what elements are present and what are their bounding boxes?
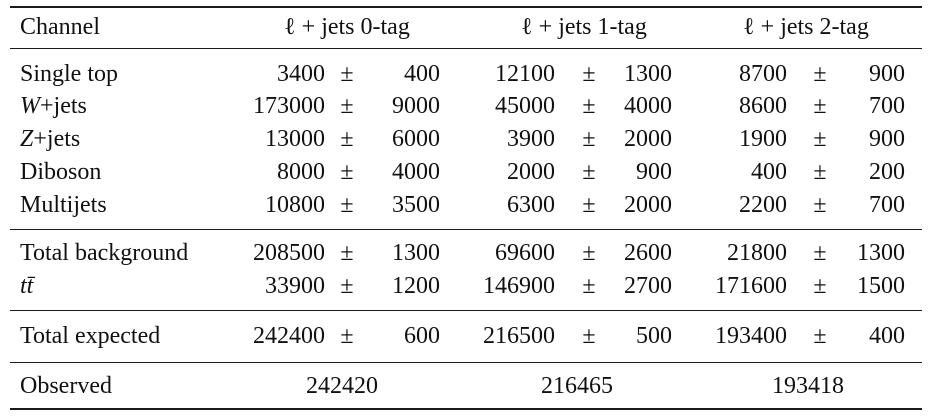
error-2tag: 900 xyxy=(869,126,905,152)
observed-0tag: 242420 xyxy=(306,373,378,399)
error-0tag: 3500 xyxy=(392,192,440,218)
value-2tag: 400 xyxy=(751,159,787,185)
error-1tag: 1300 xyxy=(624,61,672,87)
row-label: Diboson xyxy=(20,159,102,185)
plus-minus: ± xyxy=(582,61,596,87)
row-label: Multijets xyxy=(20,192,107,218)
error-0tag: 1300 xyxy=(392,240,440,266)
plus-minus: ± xyxy=(582,159,596,185)
value-0tag: 10800 xyxy=(265,192,325,218)
value-1tag: 3900 xyxy=(507,126,555,152)
header-channel: Channel xyxy=(20,14,100,40)
value-2tag: 8700 xyxy=(739,61,787,87)
observed-row xyxy=(0,370,932,402)
value-0tag: 13000 xyxy=(265,126,325,152)
row-label: Single top xyxy=(20,61,119,87)
value-2tag: 171600 xyxy=(715,273,787,299)
plus-minus: ± xyxy=(813,273,827,299)
row-label: Total background xyxy=(20,240,189,266)
plus-minus: ± xyxy=(340,126,354,152)
plus-minus: ± xyxy=(582,126,596,152)
plus-minus: ± xyxy=(813,192,827,218)
observed-label: Observed xyxy=(20,373,112,399)
table-row xyxy=(0,58,932,90)
plus-minus: ± xyxy=(582,240,596,266)
value-2tag: 193400 xyxy=(715,323,787,349)
observed-1tag: 216465 xyxy=(541,373,613,399)
value-1tag: 45000 xyxy=(495,93,555,119)
value-2tag: 21800 xyxy=(727,240,787,266)
plus-minus: ± xyxy=(340,273,354,299)
value-1tag: 12100 xyxy=(495,61,555,87)
error-0tag: 4000 xyxy=(392,159,440,185)
error-2tag: 700 xyxy=(869,192,905,218)
row-label: W+jets xyxy=(20,93,87,119)
error-0tag: 600 xyxy=(404,323,440,349)
error-1tag: 500 xyxy=(636,323,672,349)
header-1tag: ℓ + jets 1-tag xyxy=(521,14,647,40)
table-row xyxy=(0,237,932,269)
plus-minus: ± xyxy=(582,273,596,299)
error-1tag: 4000 xyxy=(624,93,672,119)
error-1tag: 2000 xyxy=(624,126,672,152)
plus-minus: ± xyxy=(340,192,354,218)
plus-minus: ± xyxy=(340,61,354,87)
value-2tag: 2200 xyxy=(739,192,787,218)
error-2tag: 1500 xyxy=(857,273,905,299)
plus-minus: ± xyxy=(582,323,596,349)
table-row xyxy=(0,123,932,155)
value-0tag: 3400 xyxy=(277,61,325,87)
plus-minus: ± xyxy=(813,240,827,266)
error-2tag: 200 xyxy=(869,159,905,185)
error-0tag: 6000 xyxy=(392,126,440,152)
value-0tag: 242400 xyxy=(253,323,325,349)
header-2tag: ℓ + jets 2-tag xyxy=(743,14,869,40)
value-0tag: 173000 xyxy=(253,93,325,119)
error-0tag: 400 xyxy=(404,61,440,87)
value-1tag: 216500 xyxy=(483,323,555,349)
error-1tag: 2000 xyxy=(624,192,672,218)
table-row xyxy=(0,156,932,188)
value-2tag: 8600 xyxy=(739,93,787,119)
row-label: tt̄ xyxy=(20,273,34,299)
table-row xyxy=(0,189,932,221)
plus-minus: ± xyxy=(582,93,596,119)
error-2tag: 700 xyxy=(869,93,905,119)
plus-minus: ± xyxy=(340,323,354,349)
row-label: Z+jets xyxy=(20,126,81,152)
plus-minus: ± xyxy=(813,159,827,185)
error-2tag: 1300 xyxy=(857,240,905,266)
value-2tag: 1900 xyxy=(739,126,787,152)
table-row xyxy=(0,90,932,122)
plus-minus: ± xyxy=(813,323,827,349)
plus-minus: ± xyxy=(340,159,354,185)
header-row xyxy=(0,11,932,43)
error-2tag: 900 xyxy=(869,61,905,87)
error-0tag: 9000 xyxy=(392,93,440,119)
section-rule-3 xyxy=(10,362,922,363)
value-1tag: 2000 xyxy=(507,159,555,185)
plus-minus: ± xyxy=(813,61,827,87)
value-1tag: 146900 xyxy=(483,273,555,299)
table-top-rule xyxy=(10,6,922,8)
plus-minus: ± xyxy=(340,240,354,266)
plus-minus: ± xyxy=(582,192,596,218)
plus-minus: ± xyxy=(813,93,827,119)
value-1tag: 69600 xyxy=(495,240,555,266)
value-0tag: 8000 xyxy=(277,159,325,185)
header-rule xyxy=(10,48,922,49)
error-1tag: 900 xyxy=(636,159,672,185)
row-label: Total expected xyxy=(20,323,161,349)
error-1tag: 2600 xyxy=(624,240,672,266)
table-row xyxy=(0,270,932,302)
value-0tag: 208500 xyxy=(253,240,325,266)
section-rule-2 xyxy=(10,310,922,311)
error-0tag: 1200 xyxy=(392,273,440,299)
table-row xyxy=(0,320,932,352)
value-0tag: 33900 xyxy=(265,273,325,299)
error-2tag: 400 xyxy=(869,323,905,349)
table-bottom-rule xyxy=(10,408,922,410)
plus-minus: ± xyxy=(813,126,827,152)
header-0tag: ℓ + jets 0-tag xyxy=(284,14,410,40)
observed-2tag: 193418 xyxy=(772,373,844,399)
error-1tag: 2700 xyxy=(624,273,672,299)
section-rule-1 xyxy=(10,229,922,230)
plus-minus: ± xyxy=(340,93,354,119)
value-1tag: 6300 xyxy=(507,192,555,218)
